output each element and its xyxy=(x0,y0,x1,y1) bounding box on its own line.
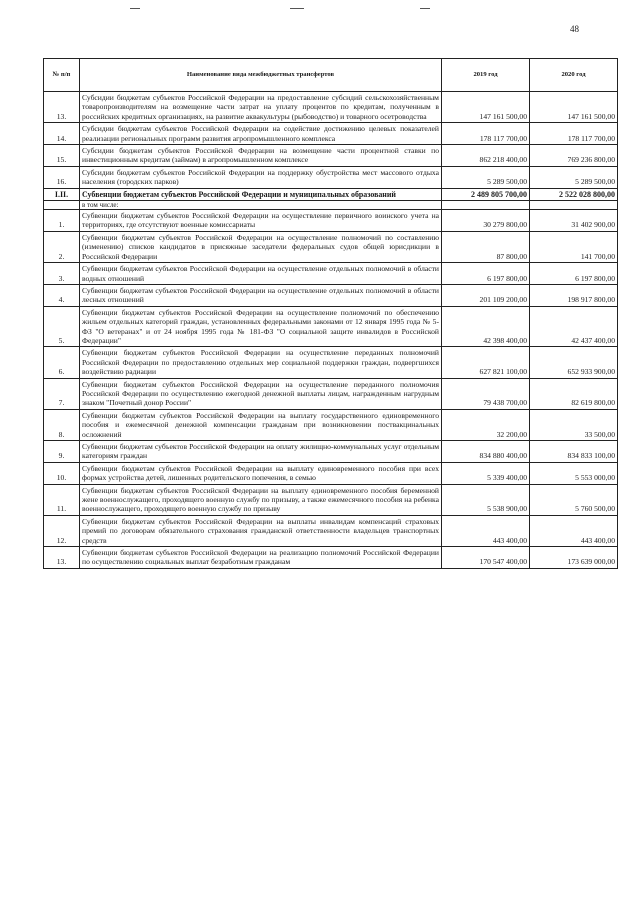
table-row xyxy=(44,263,618,285)
row-amount-2019: 30 279 800,00 xyxy=(442,210,530,232)
row-description: Субвенции бюджетам субъектов Российской Федерации на осуществление переданных полномочий Российской Федерации по предоставлению отдельных мер социальной поддержки граждан, подвергшихся воздействию радиации xyxy=(80,347,442,378)
row-description: Субсидии бюджетам субъектов Российской Федерации на содействие достижению целевых показателей реализации региональных программ развития агропромышленного комплекса xyxy=(80,123,442,145)
row-amount-2019: 87 800,00 xyxy=(442,231,530,262)
row-amount-2020: 198 917 800,00 xyxy=(530,284,618,306)
row-number: 1. xyxy=(44,210,80,232)
table-row xyxy=(44,441,618,463)
row-number: 3. xyxy=(44,263,80,285)
row-number: 11. xyxy=(44,484,80,515)
transfers-table xyxy=(43,58,618,569)
row-amount-2020: 443 400,00 xyxy=(530,515,618,546)
header-year-2020: 2020 год xyxy=(530,59,618,92)
row-amount-2019: 862 218 400,00 xyxy=(442,145,530,167)
row-number: 10. xyxy=(44,462,80,484)
table-row xyxy=(44,347,618,378)
row-description: Субвенции бюджетам субъектов Российской Федерации на выплату государственного единовременного пособия и ежемесячной денежной компенсации гражданам при возникновении поствакцинальных осложнений xyxy=(80,409,442,440)
header-num: № п/п xyxy=(44,59,80,92)
row-description: Субвенции бюджетам субъектов Российской Федерации на выплаты инвалидам компенсаций страховых премий по договорам обязательного страхования гражданской ответственности владельцев транспортных средств xyxy=(80,515,442,546)
row-amount-2019: 32 200,00 xyxy=(442,409,530,440)
row-amount-2020: 82 619 800,00 xyxy=(530,378,618,409)
row-amount-2019: 147 161 500,00 xyxy=(442,92,530,123)
table-header-row xyxy=(44,59,618,92)
row-description: Субвенции бюджетам субъектов Российской Федерации на осуществление переданного полномочия Российской Федерации по осуществлению ежегодной денежной выплаты лицам, награжденным нагрудным знаком "Почетный донор России" xyxy=(80,378,442,409)
row-amount-2019: 627 821 100,00 xyxy=(442,347,530,378)
row-number: 9. xyxy=(44,441,80,463)
row-description: Субвенции бюджетам субъектов Российской Федерации на реализацию полномочий Российской Федерации по осуществлению социальных выплат безработным гражданам xyxy=(80,547,442,569)
row-amount-2020: 6 197 800,00 xyxy=(530,263,618,285)
row-number: 13. xyxy=(44,547,80,569)
row-description: Субсидии бюджетам субъектов Российской Федерации на возмещение части процентной ставки по инвестиционным кредитам (займам) в агропромышленном комплексе xyxy=(80,145,442,167)
table-row xyxy=(44,515,618,546)
table-row xyxy=(44,284,618,306)
row-amount-2020: 178 117 700,00 xyxy=(530,123,618,145)
row-number: 16. xyxy=(44,166,80,188)
row-amount-2020: 5 553 000,00 xyxy=(530,462,618,484)
row-number: 12. xyxy=(44,515,80,546)
row-amount-2019: 834 880 400,00 xyxy=(442,441,530,463)
row-amount-2019: 170 547 400,00 xyxy=(442,547,530,569)
row-description: Субсидии бюджетам субъектов Российской Федерации на поддержку обустройства мест массового отдыха населения (городских парков) xyxy=(80,166,442,188)
row-number: 7. xyxy=(44,378,80,409)
scan-mark-1 xyxy=(130,8,140,9)
row-amount-2019: 5 289 500,00 xyxy=(442,166,530,188)
section-title: Субвенции бюджетам субъектов Российской Федерации и муниципальных образований xyxy=(80,188,442,200)
row-amount-2020: 173 639 000,00 xyxy=(530,547,618,569)
section-number: I.II. xyxy=(44,188,80,200)
table-row xyxy=(44,92,618,123)
row-description: Субвенции бюджетам субъектов Российской Федерации на осуществление отдельных полномочий в области водных отношений xyxy=(80,263,442,285)
row-number: 8. xyxy=(44,409,80,440)
table-row xyxy=(44,462,618,484)
row-amount-2020: 33 500,00 xyxy=(530,409,618,440)
table-row xyxy=(44,306,618,347)
row-number: 14. xyxy=(44,123,80,145)
section-row xyxy=(44,188,618,200)
row-amount-2019: 6 197 800,00 xyxy=(442,263,530,285)
row-description: Субвенции бюджетам субъектов Российской Федерации на осуществление отдельных полномочий в области лесных отношений xyxy=(80,284,442,306)
header-year-2019: 2019 год xyxy=(442,59,530,92)
table-row xyxy=(44,123,618,145)
row-number: 15. xyxy=(44,145,80,167)
row-amount-2019: 443 400,00 xyxy=(442,515,530,546)
row-description: Субвенции бюджетам субъектов Российской Федерации на оплату жилищно-коммунальных услуг отдельным категориям граждан xyxy=(80,441,442,463)
row-amount-2019: 79 438 700,00 xyxy=(442,378,530,409)
row-amount-2020: 769 236 800,00 xyxy=(530,145,618,167)
header-name: Наименование вида межбюджетных трансфертов xyxy=(80,59,442,92)
row-number: 4. xyxy=(44,284,80,306)
including-row xyxy=(44,201,618,210)
table-row xyxy=(44,166,618,188)
scan-mark-3 xyxy=(420,8,430,9)
row-number: 2. xyxy=(44,231,80,262)
row-amount-2020: 141 700,00 xyxy=(530,231,618,262)
row-amount-2020: 652 933 900,00 xyxy=(530,347,618,378)
row-amount-2020: 147 161 500,00 xyxy=(530,92,618,123)
row-description: Субвенции бюджетам субъектов Российской Федерации на выплату единовременного пособия при всех формах устройства детей, лишенных родительского попечения, в семью xyxy=(80,462,442,484)
row-amount-2019: 178 117 700,00 xyxy=(442,123,530,145)
row-number: 5. xyxy=(44,306,80,347)
row-amount-2019: 5 339 400,00 xyxy=(442,462,530,484)
section-amount-2019: 2 489 805 700,00 xyxy=(442,188,530,200)
table-row xyxy=(44,484,618,515)
row-amount-2019: 201 109 200,00 xyxy=(442,284,530,306)
row-amount-2020: 834 833 100,00 xyxy=(530,441,618,463)
row-description: Субвенции бюджетам субъектов Российской Федерации на осуществление полномочий по составлению (изменению) списков кандидатов в присяжные заседатели федеральных судов общей юрисдикции в Российской Федерации xyxy=(80,231,442,262)
table-row xyxy=(44,145,618,167)
row-description: Субвенции бюджетам субъектов Российской Федерации на осуществление полномочий по обеспечению жильем отдельных категорий граждан, установленных федеральными законами от 12 января 1995 года № 5-ФЗ "О ветеранах" и от 24 ноября 1995 года № 181-ФЗ "О социальной защите инвалидов в Российской Федерации" xyxy=(80,306,442,347)
row-amount-2019: 5 538 900,00 xyxy=(442,484,530,515)
row-number: 6. xyxy=(44,347,80,378)
table-row xyxy=(44,547,618,569)
row-description: Субвенции бюджетам субъектов Российской Федерации на выплату единовременного пособия беременной жене военнослужащего, проходящего военную службу по призыву, а также ежемесячного пособия на ребенка военнослужащего, проходящего военную службу по призыву xyxy=(80,484,442,515)
section-amount-2020: 2 522 028 800,00 xyxy=(530,188,618,200)
row-amount-2020: 5 760 500,00 xyxy=(530,484,618,515)
row-number: 13. xyxy=(44,92,80,123)
table-row xyxy=(44,210,618,232)
table-row xyxy=(44,409,618,440)
table-row xyxy=(44,231,618,262)
scan-mark-2 xyxy=(290,8,304,9)
row-amount-2020: 5 289 500,00 xyxy=(530,166,618,188)
row-amount-2020: 31 402 900,00 xyxy=(530,210,618,232)
row-description: Субвенции бюджетам субъектов Российской Федерации на осуществление первичного воинского учета на территориях, где отсутствуют военные комиссариаты xyxy=(80,210,442,232)
page-number: 48 xyxy=(570,24,579,34)
including-label: в том числе: xyxy=(80,201,442,210)
row-amount-2019: 42 398 400,00 xyxy=(442,306,530,347)
row-description: Субсидии бюджетам субъектов Российской Федерации на предоставление субсидий сельскохозяйственным товаропроизводителям на возмещение части затрат на уплату процентов по кредитам, полученным в российских кредитных организациях, на развитие аквакультуры (рыбоводство) и товарного осетроводства xyxy=(80,92,442,123)
row-amount-2020: 42 437 400,00 xyxy=(530,306,618,347)
table-row xyxy=(44,378,618,409)
